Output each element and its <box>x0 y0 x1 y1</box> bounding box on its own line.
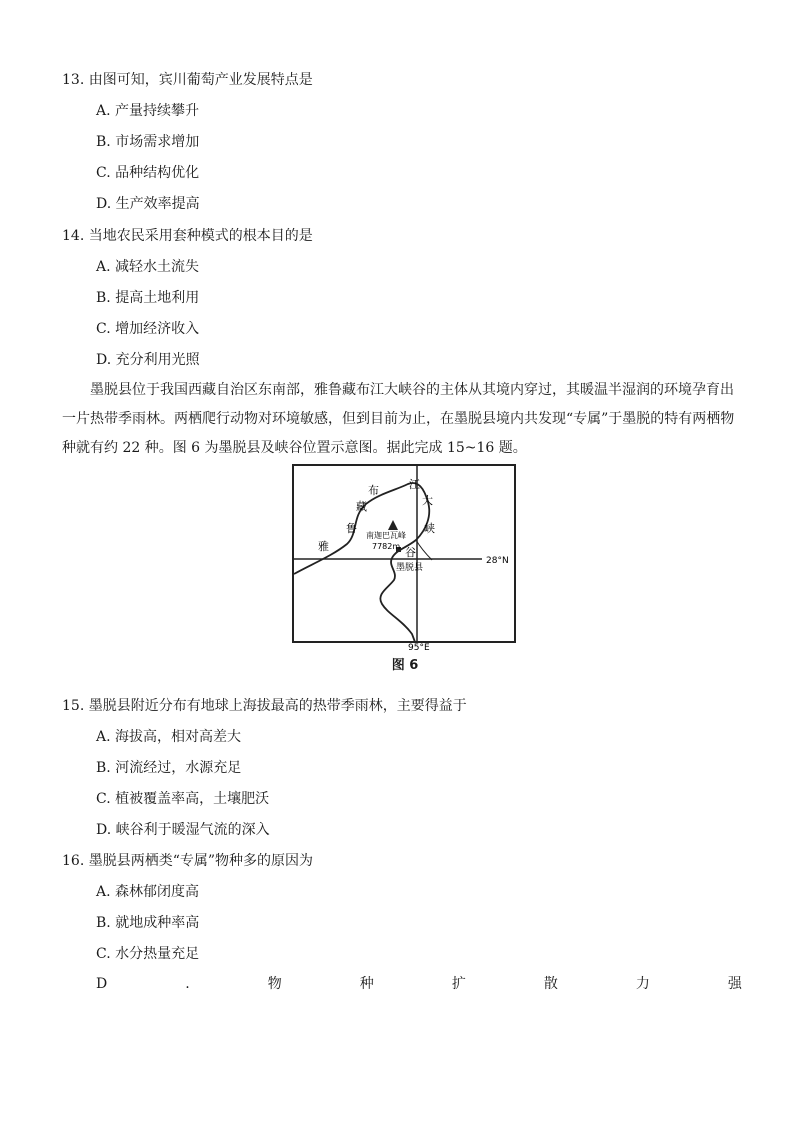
q14-option-d: D. 充分利用光照 <box>96 352 200 368</box>
figure-caption: 图 6 <box>391 658 419 673</box>
q15-option-d: D. 峡谷利于暖湿气流的深入 <box>96 822 270 838</box>
passage-text: 墨脱县位于我国西藏自治区东南部，雅鲁藏布江大峡谷的主体从其境内穿过，其暖温半湿润的环境孕育出一片热带季雨林。两栖爬行动物对环境敏感，但到目前为止，在墨脱县境内共发现“专属”于墨脱的特有两栖物种就有约 22 种。图 6 为墨脱县及峡谷位置示意图。据此完成 15~16 题。 <box>62 382 735 456</box>
q16-option-d <box>96 974 742 994</box>
q13-option-a: A. 产量持续攀升 <box>96 103 200 119</box>
q16-option-a: A. 森林郁闭度高 <box>96 884 200 900</box>
q13-stem: 13. 由图可知，宾川葡萄产业发展特点是 <box>62 72 313 88</box>
q16-d-part: 强 <box>727 976 742 992</box>
q13-option-c: C. 品种结构优化 <box>96 165 200 181</box>
county-name: 墨脱县 <box>396 563 424 573</box>
q16-d-part: 物 <box>267 976 282 992</box>
longitude-label: 95°E <box>408 643 430 650</box>
river-char-ya: 雅 <box>318 540 329 553</box>
q14-stem: 14. 当地农民采用套种模式的根本目的是 <box>62 228 313 244</box>
q16-d-part: 种 <box>359 976 374 992</box>
river-char-xia: 峡 <box>424 522 435 535</box>
peak-name: 南迦巴瓦峰 <box>366 531 406 540</box>
q16-d-part: 散 <box>543 976 558 992</box>
river-char-zang: 藏 <box>356 500 367 513</box>
latitude-label: 28°N <box>486 556 509 566</box>
q14-option-c: C. 增加经济收入 <box>96 321 200 337</box>
q15-option-c: C. 植被覆盖率高，土壤肥沃 <box>96 791 270 807</box>
q16-option-c: C. 水分热量充足 <box>96 946 200 962</box>
q13-option-b: B. 市场需求增加 <box>96 134 200 150</box>
q16-d-part: D <box>96 976 108 992</box>
river-char-jiang: 江 <box>409 478 420 491</box>
river-char-da: 大 <box>422 494 433 507</box>
q16-d-part: . <box>185 976 190 992</box>
q14-option-b: B. 提高土地利用 <box>96 290 200 306</box>
q16-d-part: 扩 <box>451 976 466 992</box>
q13-option-d: D. 生产效率提高 <box>96 196 200 212</box>
q15-stem: 15. 墨脱县附近分布有地球上海拔最高的热带季雨林，主要得益于 <box>62 698 467 714</box>
q15-option-a: A. 海拔高，相对高差大 <box>96 729 242 745</box>
q16-option-b: B. 就地成种率高 <box>96 915 200 931</box>
q16-d-part: 力 <box>635 976 650 992</box>
q14-option-a: A. 减轻水土流失 <box>96 259 200 275</box>
map-frame <box>293 465 515 642</box>
figure-6-map <box>292 464 518 674</box>
q16-stem: 16. 墨脱县两栖类“专属”物种多的原因为 <box>62 853 314 869</box>
q15-option-b: B. 河流经过，水源充足 <box>96 760 242 776</box>
river-char-lu: 鲁 <box>346 522 357 535</box>
peak-elevation: 7782m <box>372 542 401 551</box>
river-char-gu: 谷 <box>405 546 416 559</box>
river-char-bu: 布 <box>368 484 379 497</box>
